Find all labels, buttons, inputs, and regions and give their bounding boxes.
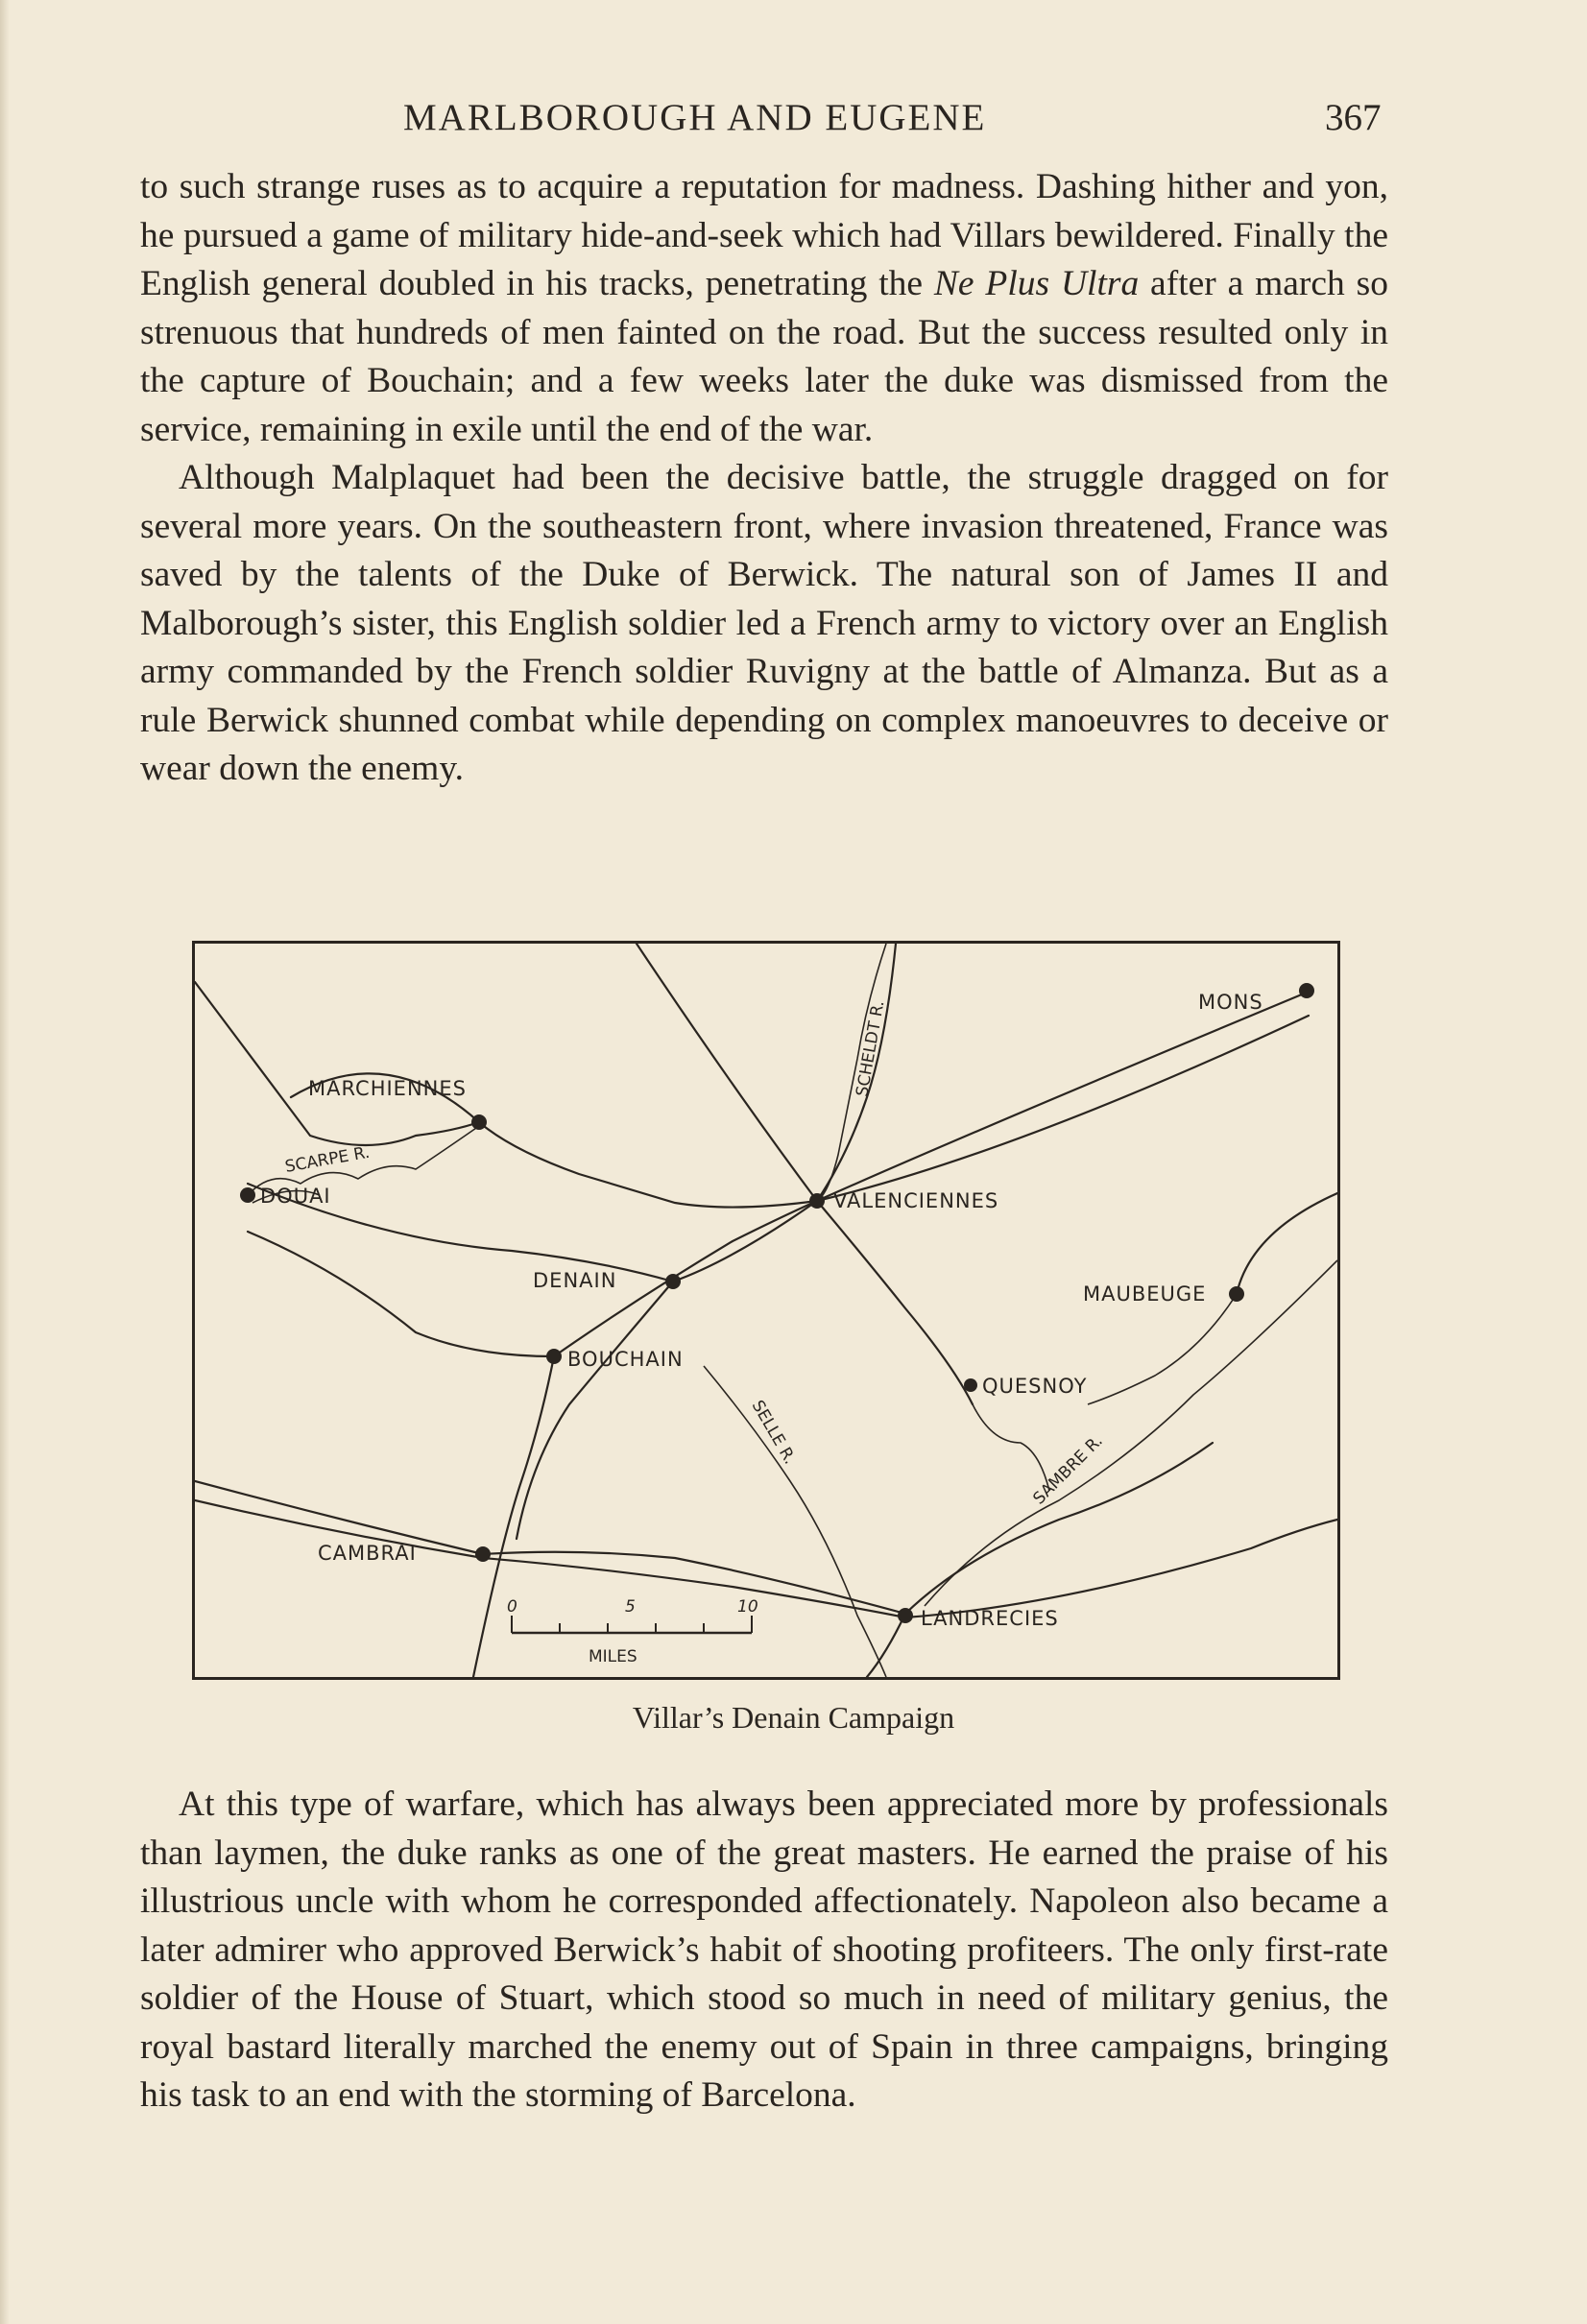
river-label-scarpe: SCARPE R. — [283, 1142, 372, 1177]
paragraph: to such strange ruses as to acquire a reputation for madness. Dashing hither and yon, he pursued a game of military hide-and-seek which had Villars bewildered. Finally the English general doubled in his tracks, penetrating the Ne Plus Ultra after a march so strenuous that hundreds of men fainted on the road. But the success resulted only in the capture of Bouchain; and a few weeks later the duke was dismissed from the service, remaining in exile until the end of the war. — [140, 167, 1388, 449]
scale-label-10: 10 — [737, 1597, 758, 1617]
running-head: MARLBOROUGH AND EUGENE — [403, 97, 987, 138]
map-caption: Villar’s Denain Campaign — [632, 1700, 955, 1735]
campaign-map — [192, 941, 1340, 1680]
town-marker-valenciennes — [809, 1193, 825, 1209]
town-label-douai: DOUAI — [260, 1185, 331, 1208]
town-label-denain: DENAIN — [533, 1269, 617, 1292]
paragraph: At this type of warfare, which has always been appreciated more by professionals than laymen, the duke ranks as one of the great masters. He earned the praise of his illustrious uncle with whom he corresponded affectionately. Napoleon also became a later admirer who approved Berwick’s habit of shooting profiteers. The only first-rate soldier of the House of Stuart, which stood so much in need of military genius, the royal bastard literally marched the enemy out of Spain in three campaigns, bringing his task to an end with the storming of Barcelona. — [140, 1785, 1388, 2115]
map-scale-bar — [507, 1597, 758, 1666]
map-drawing — [195, 944, 1337, 1677]
page-number: 367 — [1325, 97, 1382, 138]
town-marker-maubeuge — [1229, 1286, 1244, 1302]
town-label-landrecies: LANDRECIES — [921, 1607, 1059, 1630]
body-text-top — [140, 163, 1388, 794]
town-label-mons: MONS — [1198, 991, 1263, 1014]
town-label-bouchain: BOUCHAIN — [567, 1348, 684, 1371]
scale-label-0: 0 — [507, 1597, 517, 1617]
town-marker-cambrai — [475, 1546, 491, 1562]
town-marker-mons — [1299, 983, 1314, 998]
scale-unit: MILES — [589, 1647, 637, 1666]
town-marker-denain — [665, 1274, 681, 1289]
town-marker-marchiennes — [471, 1114, 487, 1130]
town-label-cambrai: CAMBRAI — [318, 1542, 417, 1565]
river-label-scheldt: SCHELDT R. — [853, 998, 889, 1098]
town-marker-landrecies — [898, 1608, 913, 1623]
town-label-quesnoy: QUESNOY — [982, 1375, 1088, 1398]
italic-term: Ne Plus Ultra — [933, 264, 1140, 303]
river-label-sambre: SAMBRE R. — [1029, 1431, 1107, 1509]
town-marker-quesnoy — [964, 1378, 977, 1392]
paragraph: Although Malplaquet had been the decisive battle, the struggle dragged on for several more years. On the southeastern front, where invasion threatened, France was saved by the talents of the Duke of Berwick. The natural son of James II and Malborough’s sister, this English soldier led a French army to victory over an English army commanded by the French soldier Ruvigny at the battle of Almanza. But as a rule Berwick shunned combat while depending on complex manoeuvres to deceive or wear down the enemy. — [140, 458, 1388, 788]
town-label-valenciennes: VALENCIENNES — [833, 1189, 999, 1212]
page-header — [0, 96, 1587, 154]
town-marker-bouchain — [546, 1349, 562, 1364]
map-roads — [195, 944, 1337, 1677]
map-rivers — [248, 944, 1337, 1677]
page-edge-shadow — [0, 0, 10, 2324]
town-label-marchiennes: MARCHIENNES — [308, 1077, 467, 1100]
town-marker-douai — [240, 1187, 255, 1203]
body-text-bottom — [140, 1781, 1388, 2120]
river-label-selle: SELLE R. — [747, 1397, 800, 1468]
town-label-maubeuge: MAUBEUGE — [1083, 1282, 1207, 1306]
scale-label-5: 5 — [625, 1597, 636, 1617]
